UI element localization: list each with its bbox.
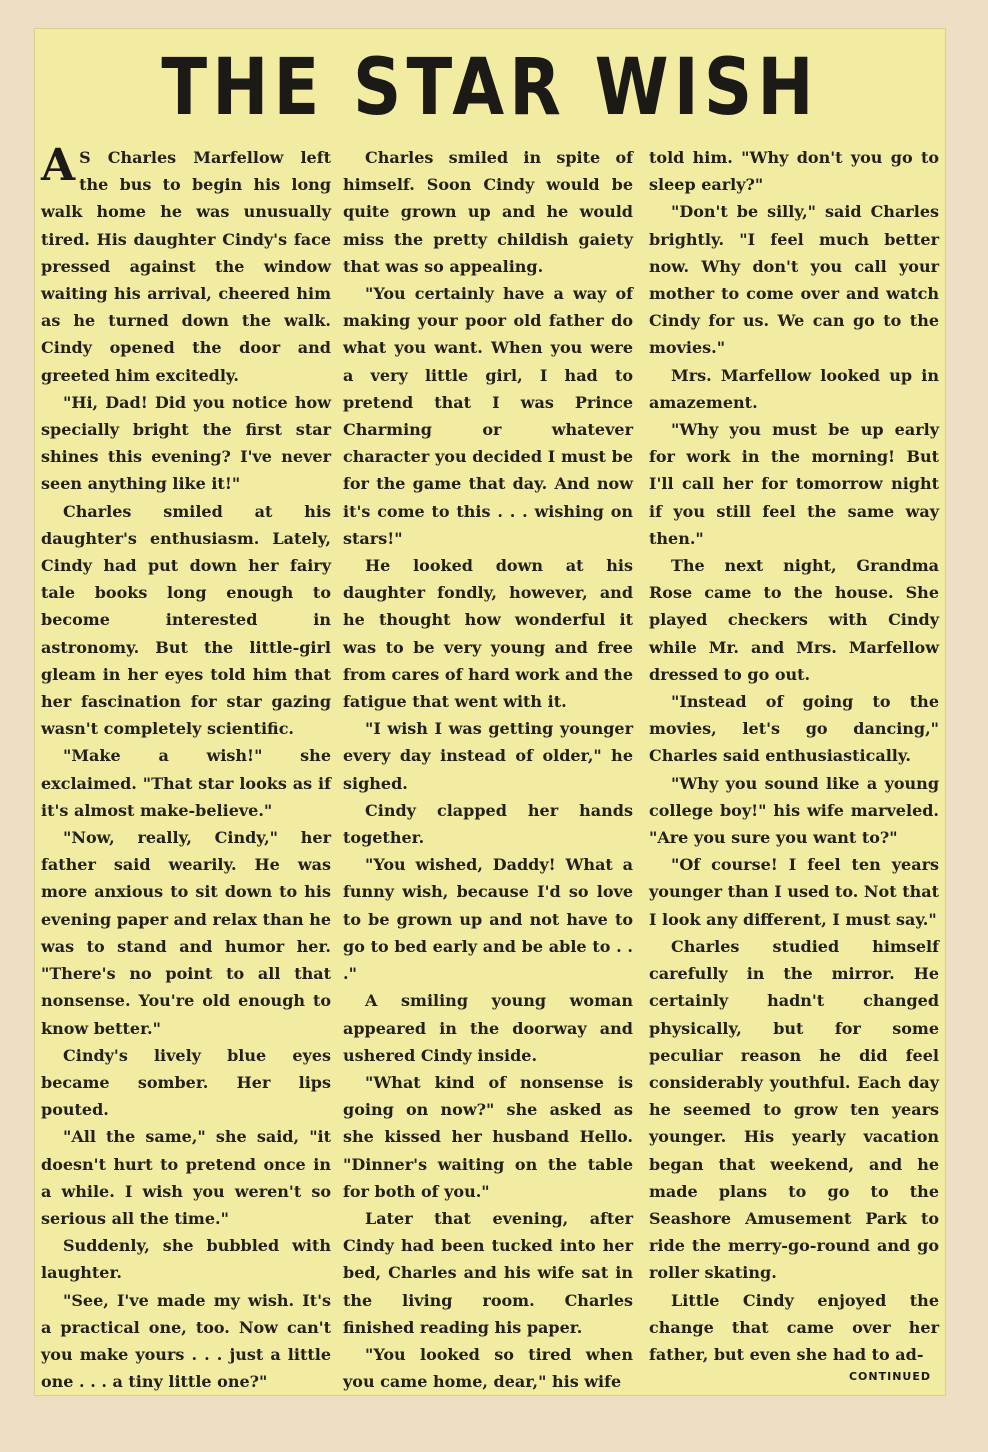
paragraph: The next night, Grandma Rose came to the house. She played checkers with Cindy while Mr. and Mrs. Marfellow dressed to go out. [649, 556, 939, 684]
paragraph: "Now, really, Cindy," her father said wearily. He was more anxious to sit down to his evening paper and relax than he was to stand and humor her. "There's no point to all that nonsense. You're old enough to know better." [41, 828, 332, 1038]
paragraph: "You wished, Daddy! What a funny wish, because I'd so love to be grown up and not have to go to bed early and be able to . . ." [343, 855, 633, 984]
story-panel [34, 28, 946, 1396]
paragraph: "Why you must be up early for work in the morning! But I'll call her for tomorrow night if you still feel the same way then." [649, 420, 939, 548]
paragraph: "I wish I was getting younger every day instead of older," he sighed. [343, 719, 633, 793]
paragraph: Cindy's lively blue eyes became somber. Her lips pouted. [41, 1045, 331, 1120]
paragraph: Mrs. Marfellow looked up in amazement. [649, 365, 939, 412]
continued-label: CONTINUED [848, 1370, 931, 1383]
paragraph: A smiling young woman appeared in the doorway and ushered Cindy inside. [343, 991, 633, 1065]
paragraph [41, 140, 331, 389]
paragraph: "You certainly have a way of making your poor old father do what you want. When you were a very little girl, I had to pretend that I was Prince Charming or whatever character you decided I must be for the game that day. And now it's come to this . . . wishing on stars!" [343, 284, 633, 548]
paragraph: "Hi, Dad! Did you notice how specially bright the first star shines this evening? I've never seen anything like it!" [41, 392, 331, 494]
text-column-1 [41, 140, 332, 1395]
paragraph: Little Cindy enjoyed the change that came over her father, but even she had to ad- [649, 1290, 939, 1364]
text-column-3 [649, 144, 939, 1368]
paragraph: Charles studied himself carefully in the mirror. He certainly hadn't changed physically, but for some peculiar reason he did feel considerably youthful. Each day he seemed to grow ten years younger. His yearly vacation began that weekend, and he made plans to go to the Seashore Amusement Park to ride the merry-go-round and go roller skating. [649, 936, 939, 1283]
text-column-2 [343, 144, 633, 1395]
drop-cap: A [41, 140, 76, 191]
paragraph: "Instead of going to the movies, let's go dancing," Charles said enthusiastically. [649, 692, 939, 766]
paragraph: "Of course! I feel ten years younger than I used to. Not that I look any different, I must say." [649, 855, 939, 929]
paragraph: Later that evening, after Cindy had been tucked into her bed, Charles and his wife sat in the living room. Charles finished reading his paper. [343, 1208, 633, 1337]
paragraph: "Why you sound like a young college boy!" his wife marveled. "Are you sure you want to?" [649, 773, 939, 848]
paragraph: He looked down at his daughter fondly, however, and he thought how wonderful it was to be very young and free from cares of hard work and the fatigue that went with it. [343, 556, 633, 712]
paragraph: told him. "Why don't you go to sleep early?" [649, 148, 939, 195]
paragraph: Charles smiled in spite of himself. Soon Cindy would be quite grown up and he would miss the pretty childish gaiety that was so appealing. [343, 148, 633, 276]
paragraph: "Don't be silly," said Charles brightly. "I feel much better now. Why don't you call your mother to come over and watch Cindy for us. We can go to the movies." [649, 202, 939, 358]
story-title: THE STAR WISH [161, 43, 819, 133]
paragraph: "You looked so tired when you came home, dear," his wife [343, 1344, 633, 1392]
paragraph: "What kind of nonsense is going on now?" she asked as she kissed her husband Hello. "Dinner's waiting on the table for both of you." [343, 1072, 633, 1201]
paragraph: Suddenly, she bubbled with laughter. [41, 1236, 331, 1283]
paragraph: "See, I've made my wish. It's a practical one, too. Now can't you make yours . . . just a little one . . . a tiny little one?" [41, 1290, 331, 1392]
paragraph: Charles smiled at his daughter's enthusiasm. Lately, Cindy had put down her fairy tale books long enough to become interested in astronomy. But the little-girl gleam in her eyes told him that her fascination for star gazing wasn't completely scientific. [41, 501, 331, 739]
paragraph: "All the same," she said, "it doesn't hurt to pretend once in a while. I wish you weren't so serious all the time." [41, 1127, 331, 1228]
paragraph: Cindy clapped her hands together. [343, 800, 633, 848]
paragraph: "Make a wish!" she exclaimed. "That star looks as if it's almost make-believe." [41, 746, 331, 820]
paragraph-text: S Charles Marfellow left the bus to begin his long walk home he was unusually tired. His daughter Cindy's face pressed against the window waiting his arrival, cheered him as he turned down the walk. Cindy opened the door and greeted him excitedly. [41, 148, 331, 385]
